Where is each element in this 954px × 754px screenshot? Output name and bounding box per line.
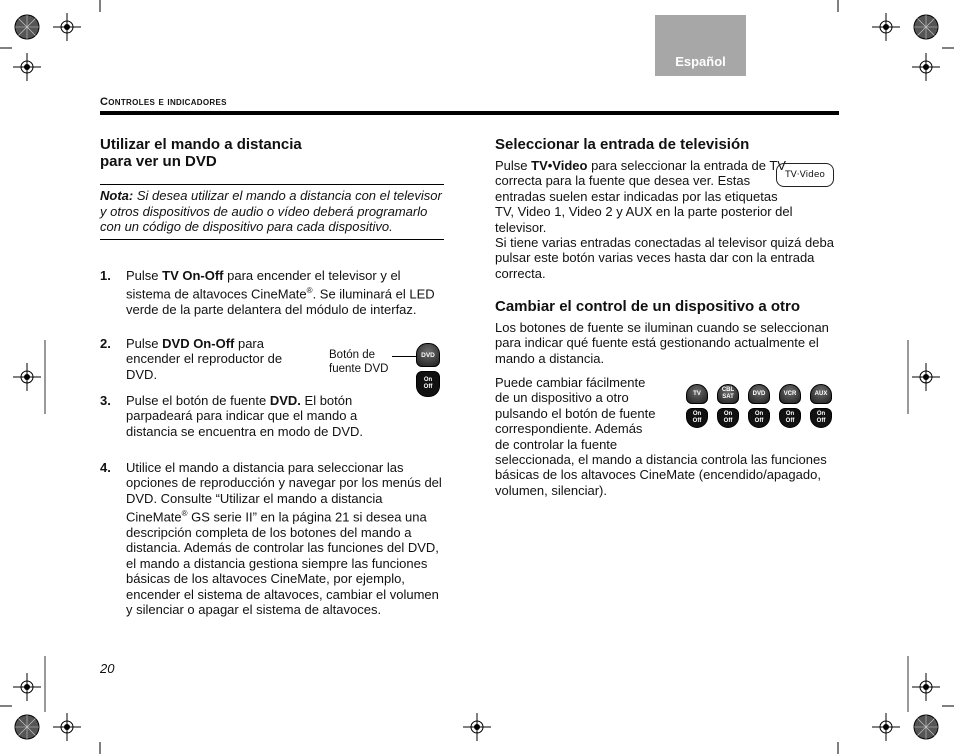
dvd-onoff-button: On Off <box>416 371 440 397</box>
step-3-text: Pulse el botón de fuente DVD. El botón parpadeará para indicar que el mando a distancia se encuentra en modo de DVD. <box>126 393 364 439</box>
dvd-button-caption: Botón de fuente DVD <box>329 349 389 375</box>
onoff-button-cbl-sat: On Off <box>717 408 739 428</box>
page-number: 20 <box>100 661 115 676</box>
onoff-button-aux: On Off <box>810 408 832 428</box>
onoff-button-tv: On Off <box>686 408 708 428</box>
step-1-text: Pulse TV On-Off para encender el televisor y el sistema de altavoces CineMate®. Se iluminará el LED verde de la parte delantera del módulo de interfaz. <box>126 268 435 318</box>
tv-input-paragraph: Pulse TV•Video para seleccionar la entrada de TV correcta para la fuente que desea ver. Estas entradas suelen estar indicadas por las etiquetas TV, Video 1, Video 2 y AUX en la parte posterior del televisor. <box>495 158 793 235</box>
right-section-title-2: Cambiar el control de un dispositivo a otro <box>495 298 801 315</box>
step-4-text: Utilice el mando a distancia para seleccionar las opciones de reproducción y navegar por los menús del DVD. Consulte “Utilizar el mando a distancia CineMate® GS serie II” en la página 21 si desea una descripción completa de los botones del mando a distancia. Además de controlar las funciones del DVD, el mando a distancia gestiona siempre las funciones básicas de los altavoces CineMate, por ejemplo, encender el sistema de altavoces, cambiar el volumen y silenciar o apagar el sistema de altavoces. <box>126 460 442 617</box>
step-1-number: 1. <box>100 268 111 283</box>
source-button-vcr: VCR <box>779 384 801 404</box>
source-buttons-paragraph: Los botones de fuente se iluminan cuando se seleccionan para indicar qué fuente está gestionando actualmente el mando a distancia. <box>495 320 829 366</box>
step-3-number: 3. <box>100 393 111 408</box>
note-label: Nota: <box>100 188 134 203</box>
tv-video-button: TV·Video <box>776 163 834 187</box>
onoff-button-vcr: On Off <box>779 408 801 428</box>
note-box <box>100 184 444 240</box>
caption-leader-line <box>392 356 416 357</box>
note-text: Si desea utilizar el mando a distancia con el televisor y otros dispositivos de audio o vídeo deberá programarlo con un código de dispositivo para cada dispositivo. <box>100 188 442 234</box>
step-4-number: 4. <box>100 460 111 475</box>
left-section-title: Utilizar el mando a distancia para ver un DVD <box>100 136 302 170</box>
language-tab: Español <box>655 15 746 76</box>
right-section-title-1: Seleccionar la entrada de televisión <box>495 136 750 153</box>
onoff-button-dvd: On Off <box>748 408 770 428</box>
step-2-text: Pulse DVD On-Off para encender el reproductor de DVD. <box>126 336 283 382</box>
source-button-aux: AUX <box>810 384 832 404</box>
source-buttons-illustration <box>686 384 836 430</box>
dvd-source-button: DVD <box>416 343 440 367</box>
switch-device-paragraph: Puede cambiar fácilmente de un dispositivo a otro pulsando el botón de fuente correspondiente. Además de controlar la fuente <box>495 375 656 452</box>
source-button-dvd: DVD <box>748 384 770 404</box>
source-button-tv: TV <box>686 384 708 404</box>
section-header: Controles e indicadores <box>100 96 227 108</box>
step-2-number: 2. <box>100 336 111 351</box>
tv-input-paragraph-2: Si tiene varias entradas conectadas al televisor quizá deba pulsar este botón varias veces hasta dar con la entrada correcta. <box>495 235 834 281</box>
source-button-cbl-sat: CBL SAT <box>717 384 739 404</box>
switch-device-paragraph-rest: seleccionada, el mando a distancia controla las funciones básicas de los altavoces CineMate (encendido/apagado, volumen, silenciar). <box>495 452 827 498</box>
header-rule <box>100 111 839 115</box>
